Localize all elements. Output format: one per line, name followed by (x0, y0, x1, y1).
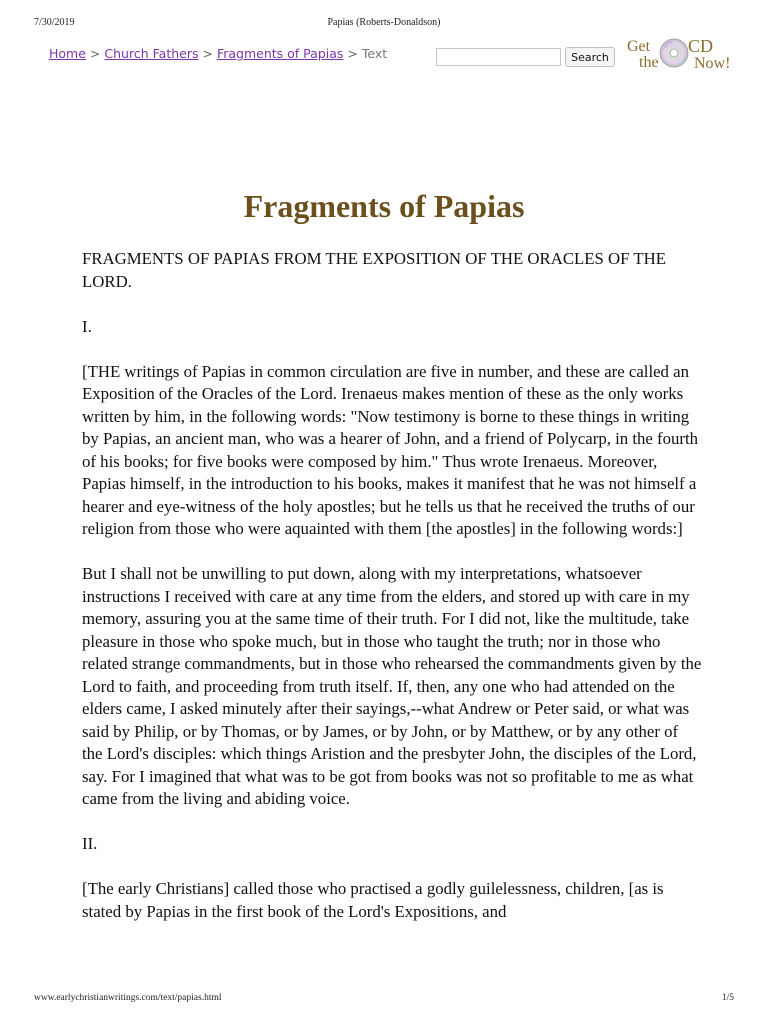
print-header (34, 17, 734, 31)
breadcrumb-current: Text (361, 46, 388, 61)
page-title: Fragments of Papias (243, 188, 525, 224)
breadcrumb-separator: > (202, 46, 213, 61)
breadcrumb-link-home[interactable]: Home (49, 46, 86, 61)
section-number: I. (82, 316, 92, 336)
print-url: www.earlychristianwritings.com/text/papias.html (34, 993, 222, 1003)
promo-cd-text: CD (688, 36, 714, 56)
breadcrumb-separator: > (347, 46, 358, 61)
breadcrumb-link-church-fathers[interactable]: Church Fathers (104, 46, 199, 61)
promo-the-text: the (639, 54, 659, 71)
print-footer (34, 993, 734, 1007)
main-text (82, 248, 702, 946)
cd-disc-icon (659, 38, 689, 68)
promo-get-text: Get (627, 38, 651, 55)
paragraph: [The early Christians] called those who practised a godly guilelessness, children, [as is stated by Papias in the first book of the Lord's Expositions, and (82, 879, 664, 921)
paragraph: [THE writings of Papias in common circulation are five in number, and these are called an Exposition of the Oracles of the Lord. Irenaeus makes mention of these as the only works written by him, in the following words: "Now testimony is borne to these things in writing by Papias, an ancient man, who was a hearer of John, and a friend of Polycarp, in the fourth of his books; for five books were composed by him." Thus wrote Irenaeus. Moreover, Papias himself, in the introduction to his books, makes it manifest that he was not himself a hearer and eye-witness of the holy apostles; but he tells us that he received the truths of our religion from those who were aquainted with them [the apostles] in the following words:] (82, 361, 699, 538)
search-button[interactable]: Search (565, 47, 615, 67)
breadcrumb-link-fragments-of-papias[interactable]: Fragments of Papias (216, 46, 344, 61)
print-date: 7/30/2019 (34, 17, 75, 28)
breadcrumb-separator: > (89, 46, 101, 61)
breadcrumb (49, 46, 387, 61)
print-page-number: 1/5 (721, 993, 734, 1003)
section-number: II. (82, 834, 98, 853)
get-the-cd-promo[interactable] (624, 36, 734, 74)
paragraph: But I shall not be unwilling to put down, along with my interpretations, whatsoever instructions I received with care at any time from the elders, and stored up with care in my memory, assuring you at the same time of their truth. For I did not, like the multitude, take pleasure in those who spoke much, but in those who taught the truth; nor in those who related strange commandments, but in those who rehearsed the commandments given by the Lord to faith, and proceeding from truth itself. If, then, any one who had attended on the elders came, I asked minutely after their sayings,--what Andrew or Peter said, or what was said by Philip, or by Thomas, or by James, or by John, or by Matthew, or by any other of the Lord's disciples: which things Aristion and the presbyter John, the disciples of the Lord, say. For I imagined that what was to be got from books was not so profitable to me as what came from the living and abiding voice. (82, 564, 702, 808)
promo-now-text: Now! (694, 55, 731, 72)
text-heading: FRAGMENTS OF PAPIAS FROM THE EXPOSITION OF THE ORACLES OF THE LORD. (82, 249, 667, 291)
search-input[interactable] (436, 48, 561, 66)
print-document-title: Papias (Roberts-Donaldson) (327, 17, 441, 28)
